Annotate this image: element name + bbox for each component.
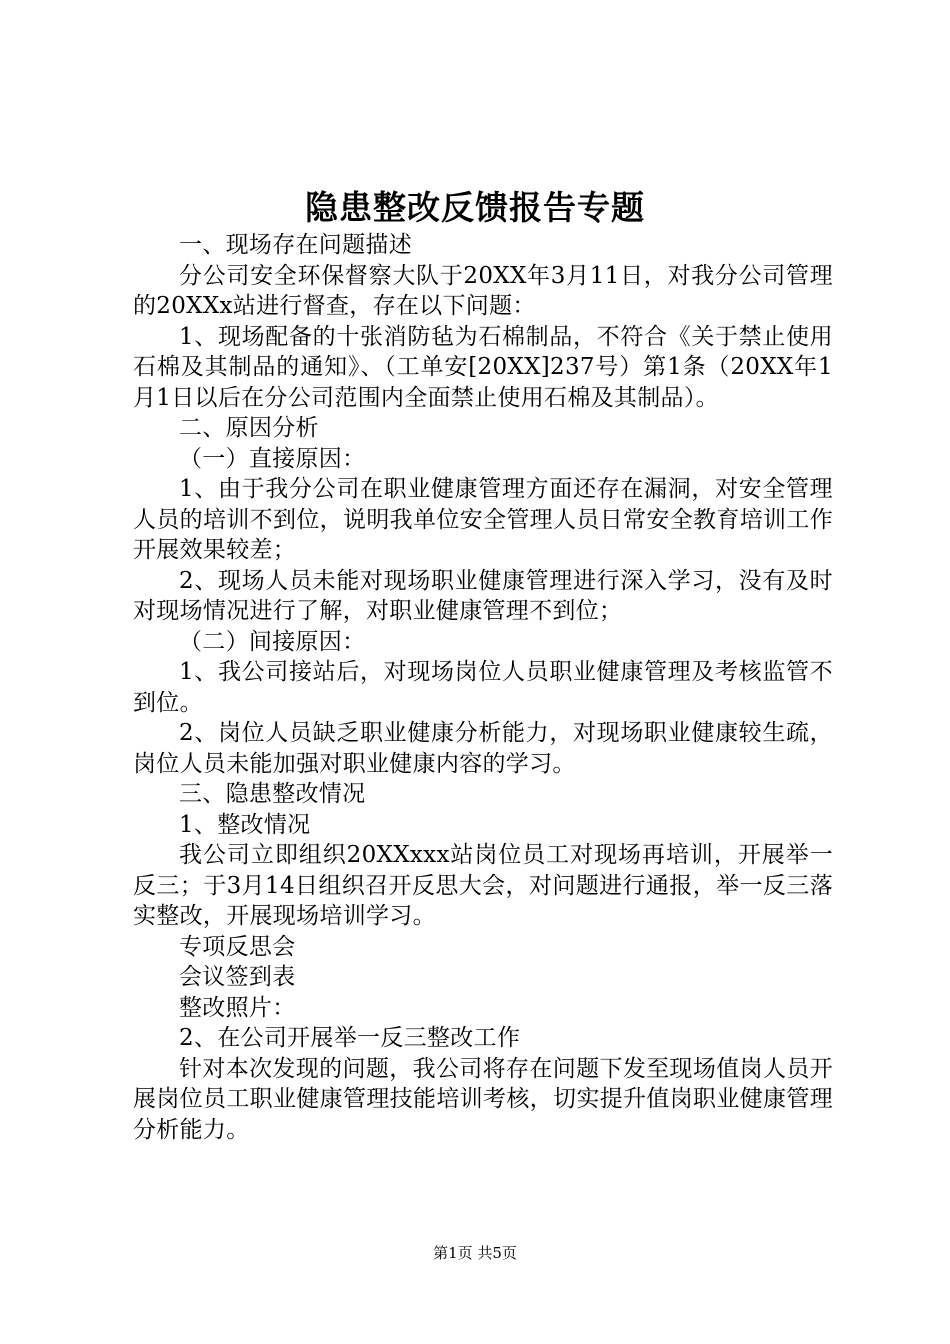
document-body <box>133 230 833 1145</box>
subheading-direct-cause: （一）直接原因： <box>179 445 366 472</box>
paragraph: 我公司立即组织20XXxxx站岗位员工对现场再培训，开展举一反三；于3月14日组织召开反思大会，对问题进行通报，举一反三落实整改，开展现场培训学习。 <box>133 842 833 929</box>
list-item: 会议签到表 <box>179 964 296 990</box>
subheading-company-work: 2、在公司开展举一反三整改工作 <box>179 1025 521 1051</box>
paragraph: 1、现场配备的十张消防毡为石棉制品，不符合《关于禁止使用石棉及其制品的通知》、（工单安[20XX]237号）第1条（20XX年1月1日以后在分公司范围内全面禁止使用石棉及其制品）。 <box>133 323 833 411</box>
paragraph: 2、现场人员未能对现场职业健康管理进行深入学习，没有及时对现场情况进行了解，对职业健康管理不到位； <box>133 567 833 624</box>
paragraph: 分公司安全环保督察大队于20XX年3月11日，对我分公司管理的20XXx站进行督查，存在以下问题： <box>133 262 833 319</box>
subheading-rectification: 1、整改情况 <box>179 811 311 838</box>
section-heading-3: 三、隐患整改情况 <box>179 781 366 807</box>
document-title: 隐患整改反馈报告专题 <box>305 188 645 227</box>
paragraph: 2、岗位人员缺乏职业健康分析能力，对现场职业健康较生疏，岗位人员未能加强对职业健康内容的学习。 <box>133 720 833 777</box>
paragraph: 针对本次发现的问题，我公司将存在问题下发至现场值岗人员开展岗位员工职业健康管理技能培训考核，切实提升值岗职业健康管理分析能力。 <box>133 1055 833 1143</box>
page-number: 第1页 共5页 <box>433 1244 517 1262</box>
paragraph: 1、由于我分公司在职业健康管理方面还存在漏洞，对安全管理人员的培训不到位，说明我单位安全管理人员日常安全教育培训工作开展效果较差； <box>133 476 833 563</box>
paragraph: 1、我公司接站后，对现场岗位人员职业健康管理及考核监管不到位。 <box>133 659 833 716</box>
section-heading-1: 一、现场存在问题描述 <box>179 232 412 258</box>
list-item: 专项反思会 <box>179 933 296 960</box>
subheading-indirect-cause: （二）间接原因： <box>179 628 366 655</box>
section-heading-2: 二、原因分析 <box>179 415 319 441</box>
list-item: 整改照片： <box>179 994 296 1021</box>
